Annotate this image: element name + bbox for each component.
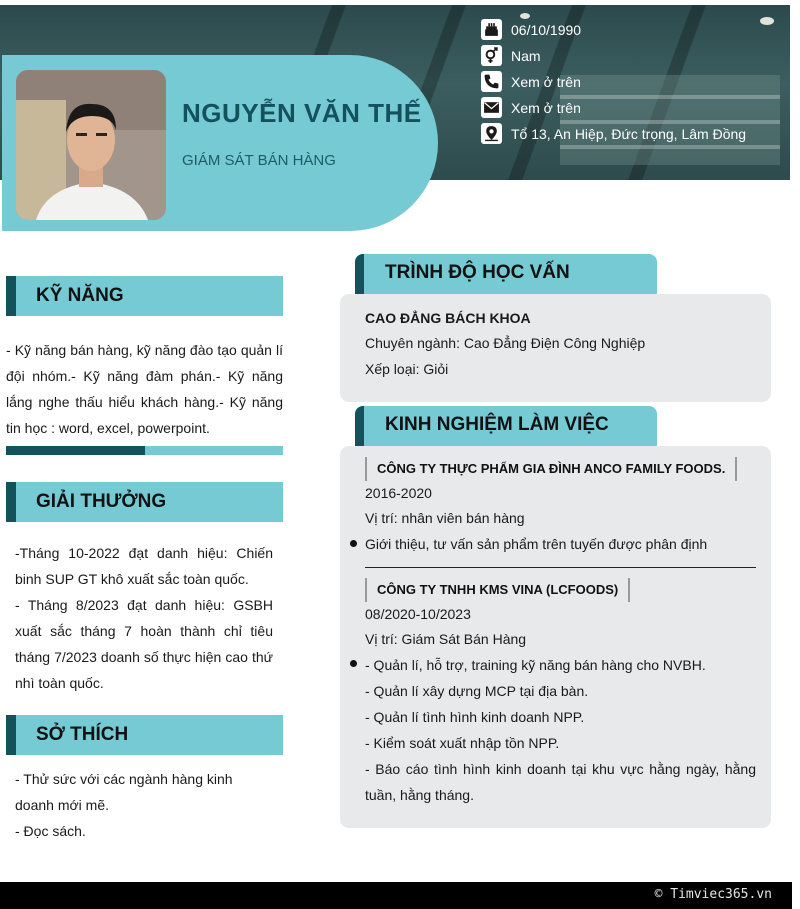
job-description: Giới thiệu, tư vấn sản phẩm trên tuyến được phân định [365,536,708,552]
skill-level-bar [6,446,283,455]
contact-email [481,97,781,119]
company-name: CÔNG TY TNHH KMS VINA (LCFOODS) [365,578,630,602]
awards-text: -Tháng 10-2022 đạt danh hiệu: Chiến binh SUP GT khô xuất sắc toàn quốc. - Tháng 8/2023 đạt danh hiệu: GSBH xuất sắc tháng 7 hoàn thành chỉ tiêu tháng 7/2023 doanh số thực hiện cao thứ nhì toàn quốc. [15,545,273,691]
job-position: Vị trí: nhân viên bán hàng [365,510,525,526]
job-divider [365,567,756,568]
experience-title: KINH NGHIỆM LÀM VIỆC [385,414,609,435]
email-icon [481,97,502,118]
gender-icon [481,45,502,66]
birthday-value: 06/10/1990 [511,22,582,38]
hobbies-heading [6,715,283,755]
gender-value: Nam [511,48,541,64]
contact-phone [481,71,781,93]
location-pin-icon [481,123,502,144]
phone-icon [481,71,502,92]
education-heading [355,254,657,294]
phone-value: Xem ở trên [511,74,581,90]
contact-birthday [481,19,781,41]
hobbies-text: - Thử sức với các ngành hàng kinh doanh mới mẽ. - Đọc sách. [15,771,233,839]
contact-gender [481,45,781,67]
experience-heading [355,406,657,446]
avatar [16,70,166,220]
hobbies-title: SỞ THÍCH [36,724,129,745]
skills-title: KỸ NĂNG [36,285,124,306]
bullet-icon [350,540,357,547]
job-period: 2016-2020 [365,485,432,501]
school-name: CAO ĐẲNG BÁCH KHOA [365,310,531,326]
contact-address [481,123,781,145]
job-description: - Quản lí, hỗ trợ, training kỹ năng bán hàng cho NVBH. - Quản lí xây dựng MCP tại địa bàn. - Quản lí tình hình kinh doanh NPP. - Kiểm soát xuất nhập tồn NPP. - Báo cáo tình hình kinh doanh tại khu vực hằng ngày, hằng tuần, hằng tháng. [365,657,756,803]
skills-text: - Kỹ năng bán hàng, kỹ năng đào tạo quản lí đội nhóm.- Kỹ năng đàm phán.- Kỹ năng lắng nghe thấu hiểu khách hàng.- Kỹ năng tin học : word, excel, powerpoint. [6,342,283,436]
address-value: Tổ 13, An Hiệp, Đức trọng, Lâm Đồng [511,126,747,142]
job-period: 08/2020-10/2023 [365,606,471,622]
job-title: GIÁM SÁT BÁN HÀNG [182,152,336,169]
education-title: TRÌNH ĐỘ HỌC VẤN [385,262,570,283]
birthday-cake-icon [481,19,502,40]
awards-title: GIẢI THƯỞNG [36,491,167,512]
company-name: CÔNG TY THỰC PHẨM GIA ĐÌNH ANCO FAMILY FOODS. [365,457,737,481]
awards-heading [6,482,283,522]
job-position: Vị trí: Giám Sát Bán Hàng [365,631,527,647]
email-value: Xem ở trên [511,100,581,116]
footer [0,882,792,909]
skills-heading [6,276,283,316]
education-major: Chuyên ngành: Cao Đẳng Điện Công Nghiệp [365,335,646,351]
skill-level-fill [6,446,145,455]
bullet-icon [350,660,357,667]
full-name: NGUYỄN VĂN THẾ [182,98,422,128]
copyright-text: © Timviec365.vn [654,887,772,902]
education-grade: Xếp loại: Giỏi [365,361,449,377]
